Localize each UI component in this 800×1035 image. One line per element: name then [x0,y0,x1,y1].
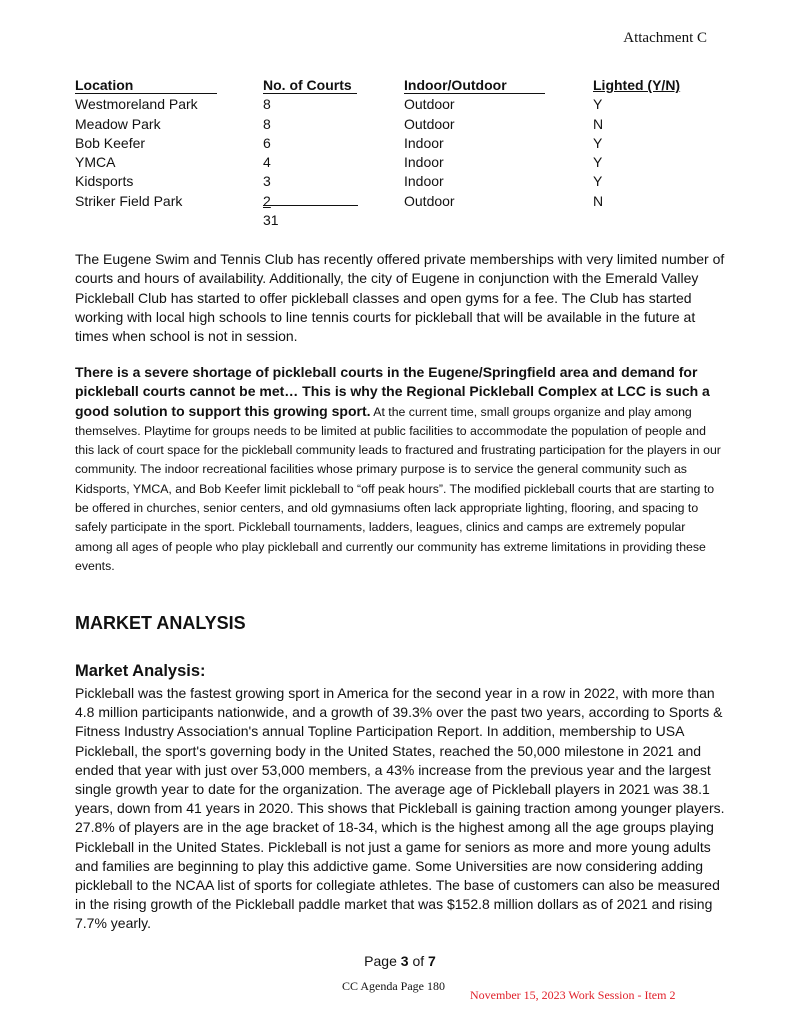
page-mid: of [408,953,429,969]
cell-courts: 4 [263,154,271,171]
cell-lighted: Y [593,154,603,171]
cell-courts: 8 [263,115,271,132]
cell-indoor-outdoor: Indoor [404,173,444,190]
courts-table-body [75,95,715,211]
cell-location: Westmoreland Park [75,96,198,113]
cell-indoor-outdoor: Outdoor [404,192,455,209]
cell-location: Meadow Park [75,115,161,132]
page-number [0,953,800,969]
court-row [75,192,715,211]
paragraph-shortage-body: At the current time, small groups organize and play among themselves. Playtime for groups needs to be limited at public facilities to accommodate the population of people and this lack of court space for the pickleball community leads to fractured and frustrating participation for the players in our community. The indoor recreational facilities whose primary purpose is to service the general community such as Kidsports, YMCA, and Bob Keefer limit pickleball to “off peak hours”. The modified pickleball courts that are starting to be offered in churches, senior centers, and old gymnasiums often lack appropriate lighting, flooring, and spacing to safely participate in the sport. Pickleball tournaments, ladders, leagues, clinics and camps are extremely popular among all ages of people who play pickleball and currently our community has extreme limitations in providing these events. [75,404,721,573]
cell-location: Bob Keefer [75,134,146,151]
header-indoor-outdoor: Indoor/Outdoor [404,78,545,94]
header-courts: No. of Courts [263,78,357,94]
cell-location: YMCA [75,154,116,171]
header-lighted: Lighted (Y/N) [593,77,681,93]
court-row [75,153,715,172]
cell-lighted: Y [593,96,603,113]
cell-lighted: Y [593,173,603,190]
cell-lighted: N [593,192,604,209]
courts-table-header [75,76,715,95]
cell-indoor-outdoor: Outdoor [404,96,455,113]
attachment-label: Attachment C [623,30,707,46]
total-rule [263,205,358,206]
work-session-label: November 15, 2023 Work Session - Item 2 [470,988,676,1002]
agenda-page: CC Agenda Page 180 [342,979,445,993]
court-row [75,134,715,153]
cell-lighted: Y [593,134,603,151]
section-heading: MARKET ANALYSIS [75,613,246,633]
page-total: 7 [428,953,436,969]
section-subheading: Market Analysis: [75,662,206,680]
header-location: Location [75,78,217,94]
cell-lighted: N [593,115,604,132]
page-current: 3 [400,953,409,969]
cell-courts: 3 [263,173,271,190]
paragraph-shortage [75,363,725,575]
cell-courts: 6 [263,134,271,151]
courts-table [75,76,715,230]
courts-total-row [75,211,715,230]
market-analysis-body: Pickleball was the fastest growing sport in America for the second year in a row in 2022, with more than 4.8 million participants nationwide, and a growth of 39.3% over the past two years, according to Sports & Fitness Industry Association's annual Topline Participation Report. In addition, membership to USA Pickleball, the sport's governing body in the United States, reached the 50,000 milestone in 2021 and ended that year with just over 53,000 members, a 43% increase from the previous year and the largest single growth year to date for the organization. The average age of Pickleball players in 2021 was 38.1 years, down from 41 years in 2020. This shows that Pickleball is gaining traction among younger players. 27.8% of players are in the age bracket of 18-34, which is the highest among all the age groups playing Pickleball in the United States. Pickleball is not just a game for seniors as more and more young adults and families are beginning to play this addictive game. Some Universities are now considering adding pickleball to the NCAA list of sports for collegiate athletes. The base of customers can also be measured in the rising growth of the Pickleball paddle market that was $152.8 million dollars as of 2021 and rising 7.7% yearly. [75,685,725,932]
court-row [75,115,715,134]
cell-indoor-outdoor: Outdoor [404,115,455,132]
page-prefix: Page [364,953,401,969]
court-row [75,172,715,191]
court-row [75,95,715,114]
cell-location: Kidsports [75,173,134,190]
cell-courts: 2 [263,192,271,209]
cell-location: Striker Field Park [75,192,183,209]
paragraph-swim-tennis: The Eugene Swim and Tennis Club has recently offered private memberships with very limited number of courts and hours of availability. Additionally, the city of Eugene in conjunction with the Emerald Valley Pickleball Club has started to offer pickleball classes and open gyms for a fee. The Club has started working with local high schools to line tennis courts for pickleball that will be available in the future at times when school is not in session. [75,251,725,345]
cell-indoor-outdoor: Indoor [404,134,444,151]
cell-courts: 8 [263,96,271,113]
cell-indoor-outdoor: Indoor [404,154,444,171]
paragraph-shortage-bold: There is a severe shortage of pickleball courts in the Eugene/Springfield area and demand for pickleball courts cannot be met… This is why the Regional Pickleball Complex at LCC is such a good solution to support this growing sport. [75,364,710,419]
courts-total: 31 [263,212,279,229]
